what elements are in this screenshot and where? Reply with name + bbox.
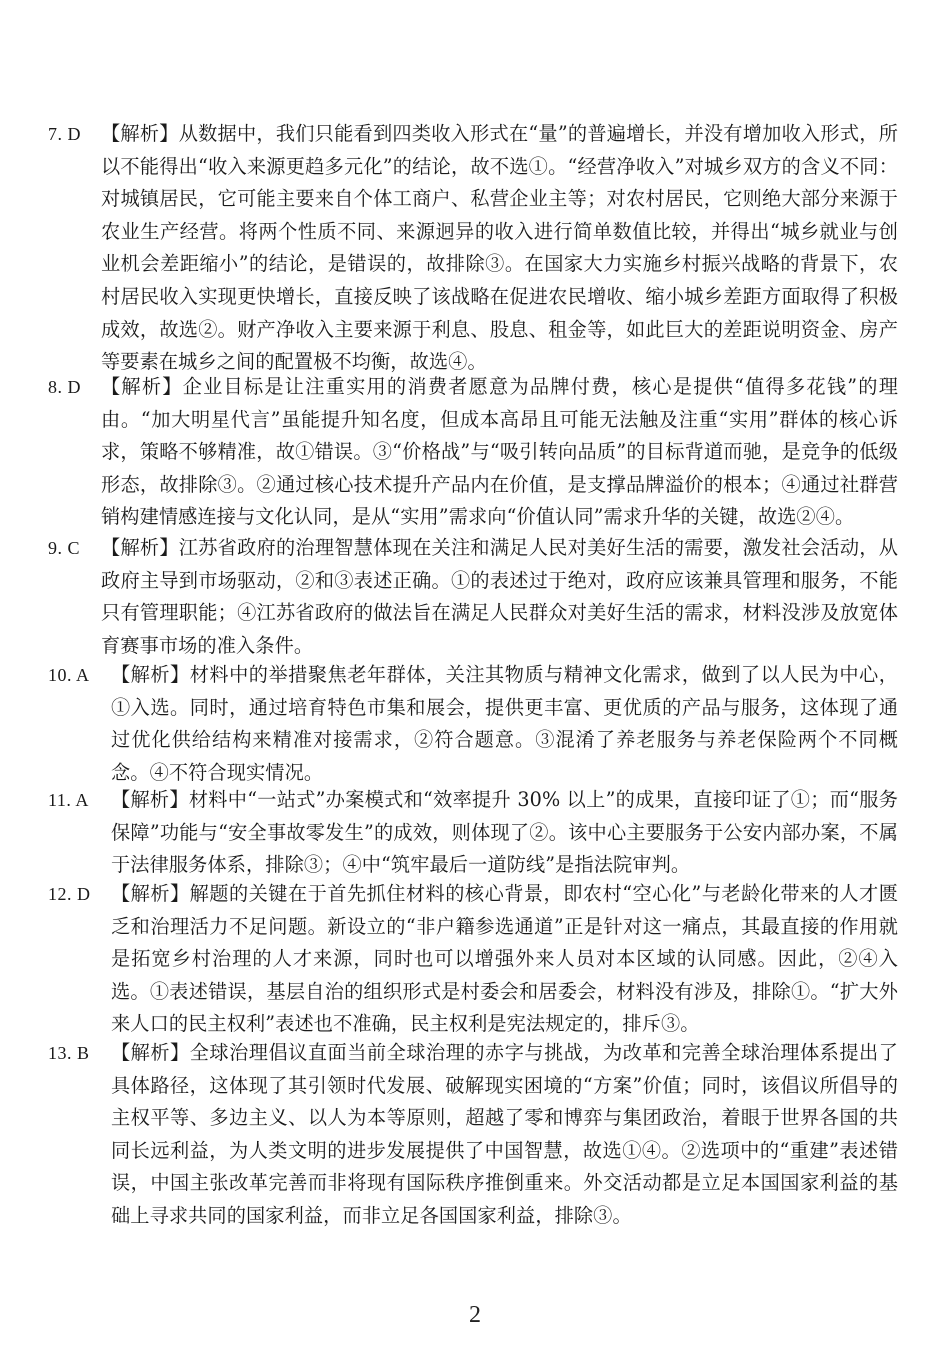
answer-item-9	[48, 532, 898, 662]
question-number: 8. D	[48, 377, 81, 397]
answer-explanation: 【解析】材料中“一站式”办案模式和“效率提升 30% 以上”的成果，直接印证了①；而“服务保障”功能与“安全事故零发生”的成效，则体现了②。该中心主要服务于公安内部办案，不属于法律服务体系，排除③；④中“筑牢最后一道防线”是指法院审判。	[111, 788, 898, 877]
question-number: 13. B	[48, 1043, 90, 1063]
answer-item-10	[48, 659, 898, 789]
answer-explanation: 【解析】材料中的举措聚焦老年群体，关注其物质与精神文化需求，做到了以人民为中心，①入选。同时，通过培育特色市集和展会，提供更丰富、更优质的产品与服务，这体现了通过优化供给结构来精准对接需求，②符合题意。③混淆了养老服务与养老保险两个不同概念。④不符合现实情况。	[111, 663, 898, 784]
answer-explanation: 【解析】从数据中，我们只能看到四类收入形式在“量”的普遍增长，并没有增加收入形式，所以不能得出“收入来源更趋多元化”的结论，故不选①。“经营净收入”对城乡双方的含义不同：对城镇居民，它可能主要来自个体工商户、私营企业主等；对农村居民，它则绝大部分来源于农业生产经营。将两个性质不同、来源迥异的收入进行简单数值比较，并得出“城乡就业与创业机会差距缩小”的结论，是错误的，故排除③。在国家大力实施乡村振兴战略的背景下，农村居民收入实现更快增长，直接反映了该战略在促进农民增收、缩小城乡差距方面取得了积极成效，故选②。财产净收入主要来源于利息、股息、租金等，如此巨大的差距说明资金、房产等要素在城乡之间的配置极不均衡，故选④。	[101, 122, 898, 374]
answer-explanation: 【解析】解题的关键在于首先抓住材料的核心背景，即农村“空心化”与老龄化带来的人才匮乏和治理活力不足问题。新设立的“非户籍参选通道”正是针对这一痛点，其最直接的作用就是拓宽乡村治理的人才来源，同时也可以增强外来人员对本区域的认同感。因此，②④入选。①表述错误，基层自治的组织形式是村委会和居委会，材料没有涉及，排除①。“扩大外来人口的民主权利”表述也不准确，民主权利是宪法规定的，排斥③。	[111, 882, 898, 1036]
answer-explanation: 【解析】全球治理倡议直面当前全球治理的赤字与挑战，为改革和完善全球治理体系提出了具体路径，这体现了其引领时代发展、破解现实困境的“方案”价值；同时，该倡议所倡导的主权平等、多边主义、以人为本等原则，超越了零和博弈与集团政治，着眼于世界各国的共同长远利益，为人类文明的进步发展提供了中国智慧，故选①④。②选项中的“重建”表述错误，中国主张改革完善而非将现有国际秩序推倒重来。外交活动都是立足本国国家利益的基础上寻求共同的国家利益，而非立足各国国家利益，排除③。	[111, 1041, 898, 1227]
page-number: 2	[469, 1302, 481, 1328]
answer-item-11	[48, 784, 898, 882]
answer-explanation: 【解析】企业目标是让注重实用的消费者愿意为品牌付费，核心是提供“值得多花钱”的理由。“加大明星代言”虽能提升知名度，但成本高昂且可能无法触及注重“实用”群体的核心诉求，策略不够精准，故①错误。③“价格战”与“吸引转向品质”的目标背道而驰，是竞争的低级形态，故排除③。②通过核心技术提升产品内在价值，是支撑品牌溢价的根本；④通过社群营销构建情感连接与文化认同，是从“实用”需求向“价值认同”需求升华的关键，故选②④。	[101, 375, 898, 529]
question-number: 7. D	[48, 124, 81, 144]
answer-item-7	[48, 118, 898, 379]
answer-item-8	[48, 371, 898, 534]
question-number: 11. A	[48, 790, 89, 810]
answer-explanation: 【解析】江苏省政府的治理智慧体现在关注和满足人民对美好生活的需要，激发社会活动，从政府主导到市场驱动，②和③表述正确。①的表述过于绝对，政府应该兼具管理和服务，不能只有管理职能；④江苏省政府的做法旨在满足人民群众对美好生活的需求，材料没涉及放宽体育赛事市场的准入条件。	[101, 536, 898, 657]
answer-item-13	[48, 1037, 898, 1233]
question-number: 9. C	[48, 538, 81, 558]
question-number: 12. D	[48, 884, 91, 904]
question-number: 10. A	[48, 665, 90, 685]
answer-item-12	[48, 878, 898, 1041]
